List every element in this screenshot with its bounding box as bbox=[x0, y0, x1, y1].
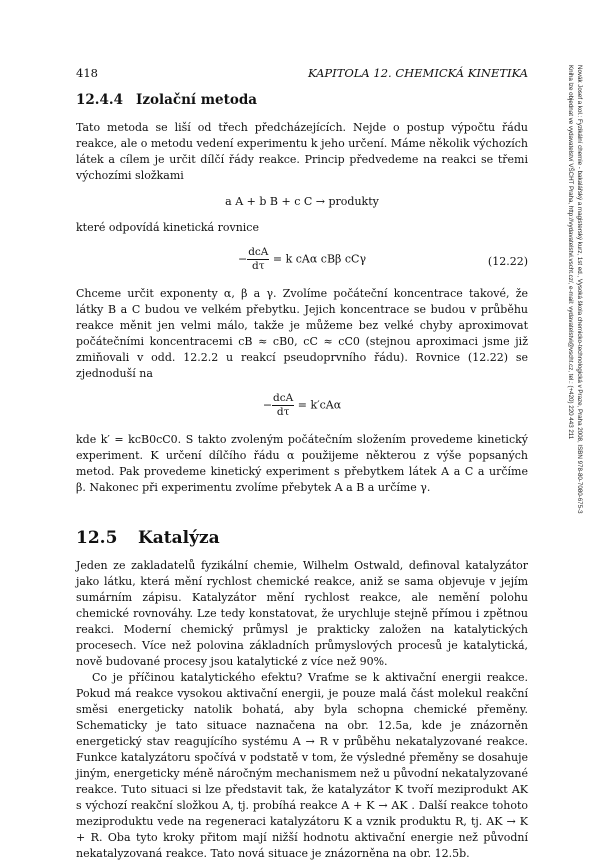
reaction-equation: a A + b B + c C → produkty bbox=[225, 195, 379, 208]
equation-12-22: − $\frac{\text{dcA}}{d\tau}$ = k cAα cBβ cCγ (12.22) bbox=[237, 246, 528, 272]
paragraph: kde k′ = kcB0cC0. S takto zvoleným počátečním složením provedeme kinetický experiment. K určení dílčího řádu α použijeme některou z výše popsaných metod. Pak provedeme kinetický experiment s přebytkem látek A a C a určíme β. Nakonec při experimentu zvolíme přebytek A a B a určíme γ. bbox=[76, 433, 528, 494]
denominator: dτ bbox=[252, 260, 265, 272]
denominator: dτ bbox=[276, 406, 290, 418]
fraction bbox=[247, 246, 269, 273]
copyright-sidebar bbox=[560, 65, 590, 585]
fraction bbox=[272, 392, 294, 419]
numerator: dcA bbox=[273, 392, 294, 404]
numerator: dcA bbox=[248, 246, 269, 258]
subsection-heading bbox=[76, 92, 528, 108]
subsection-title: Izolační metoda bbox=[136, 92, 258, 108]
sidebar-line-2: Kniha lze objednat ve vydavatelství VŠCHT Praha, http://vydavatelstvi.vscht.cz/, e-mail: vydavatelstvi@vscht.cz, tel.: (+420) 220 443 211 bbox=[567, 65, 574, 440]
equation-rhs: = k cAα cBβ cCγ bbox=[272, 252, 367, 266]
page-header bbox=[76, 66, 528, 82]
section-number: 12.5 bbox=[76, 528, 118, 548]
page-body bbox=[76, 90, 528, 862]
page-number: 418 bbox=[76, 66, 98, 80]
paragraph: Chceme určit exponenty α, β a γ. Zvolíme počáteční koncentrace takové, že látky B a C budou ve velkém přebytku. Jejich koncentrace se budou v průběhu reakce měnit jen velmi málo, takže je můžeme bez velké chyby aproximovat počátečními koncentracemi cB ≈ cB0, cC ≈ cC0 (stejnou aproximaci jsme již zmiňovali v odd. 12.2.2 u reakcí pseudoprvního řádu). Rovnice (12.22) se zjednoduší na bbox=[76, 287, 528, 380]
simplified-equation: − $\frac{\text{dcA}}{d\tau}$ = k′cAα bbox=[262, 392, 342, 418]
sidebar-line-1: Novák Josef a kol.: Fyzikální chemie - bakalářský a magisterský kurz, 1st ed., Vysoká škola chemicko-technologická v Praze, Praha 2008, ISBN 978-80-7080-675-3 bbox=[576, 65, 583, 514]
paragraph: které odpovídá kinetická rovnice bbox=[76, 221, 259, 234]
subsection-number: 12.4.4 bbox=[76, 92, 123, 108]
paragraph: Co je příčinou katalytického efektu? Vraťme se k aktivační energii reakce. Pokud má reakce vysokou aktivační energii, je pouze malá část molekul reakční směsi energeticky natolik bohatá, aby byla schopna chemické přeměny. Schematicky je tato situace naznačena na obr. 12.5a, kde je znázorněn energetický stav reagujícího systému A → R v průběhu nekatalyzované reakce. Funkce katalyzátoru spočívá v podstatě v tom, že výsledné přeměny se dosahuje jiným, energeticky méně náročným mechanismem než u původní nekatalyzované reakce. Tuto situaci si lze představit tak, že katalyzátor K tvoří meziprodukt AK s výchozí reakční složkou A, tj. probíhá reakce A + K → AK . Další reakce tohoto meziproduktu vede na regeneraci katalyzátoru K a vznik produktu R, tj. AK → K + R. Oba tyto kroky přitom mají nižší hodnotu aktivační energie než původní nekatalyzovaná reakce. Tato nová situace je znázorněna na obr. 12.5b. bbox=[76, 671, 528, 860]
equation-number: (12.22) bbox=[487, 255, 528, 268]
section-title: Katalýza bbox=[138, 528, 220, 548]
section-heading bbox=[76, 530, 528, 546]
running-chapter-title: KAPITOLA 12. CHEMICKÁ KINETIKA bbox=[307, 66, 528, 80]
paragraph: Jeden ze zakladatelů fyzikální chemie, Wilhelm Ostwald, definoval katalyzátor jako látku, která mění rychlost chemické reakce, aniž se sama objevuje v jejím sumárním zápisu. Katalyzátor mění rychlost reakce, ale nemění polohu chemické rovnováhy. Lze tedy konstatovat, že urychluje stejně přímou i zpětnou reakci. Moderní chemický průmysl je prakticky založen na katalytických procesech. Více než polovina základních průmyslových procesů je katalytická, nově budované procesy jsou katalytické z více než 90%. bbox=[76, 559, 528, 668]
equation-rhs: = k′cAα bbox=[297, 398, 342, 412]
paragraph: Tato metoda se liší od třech předcházejících. Nejde o postup výpočtu řádu reakce, ale o metodu vedení experimentu k jeho určení. Máme několik výchozích látek a cílem je určit dílčí řády reakce. Princip předvedeme na reakci se třemi výchozími složkami bbox=[76, 121, 528, 182]
